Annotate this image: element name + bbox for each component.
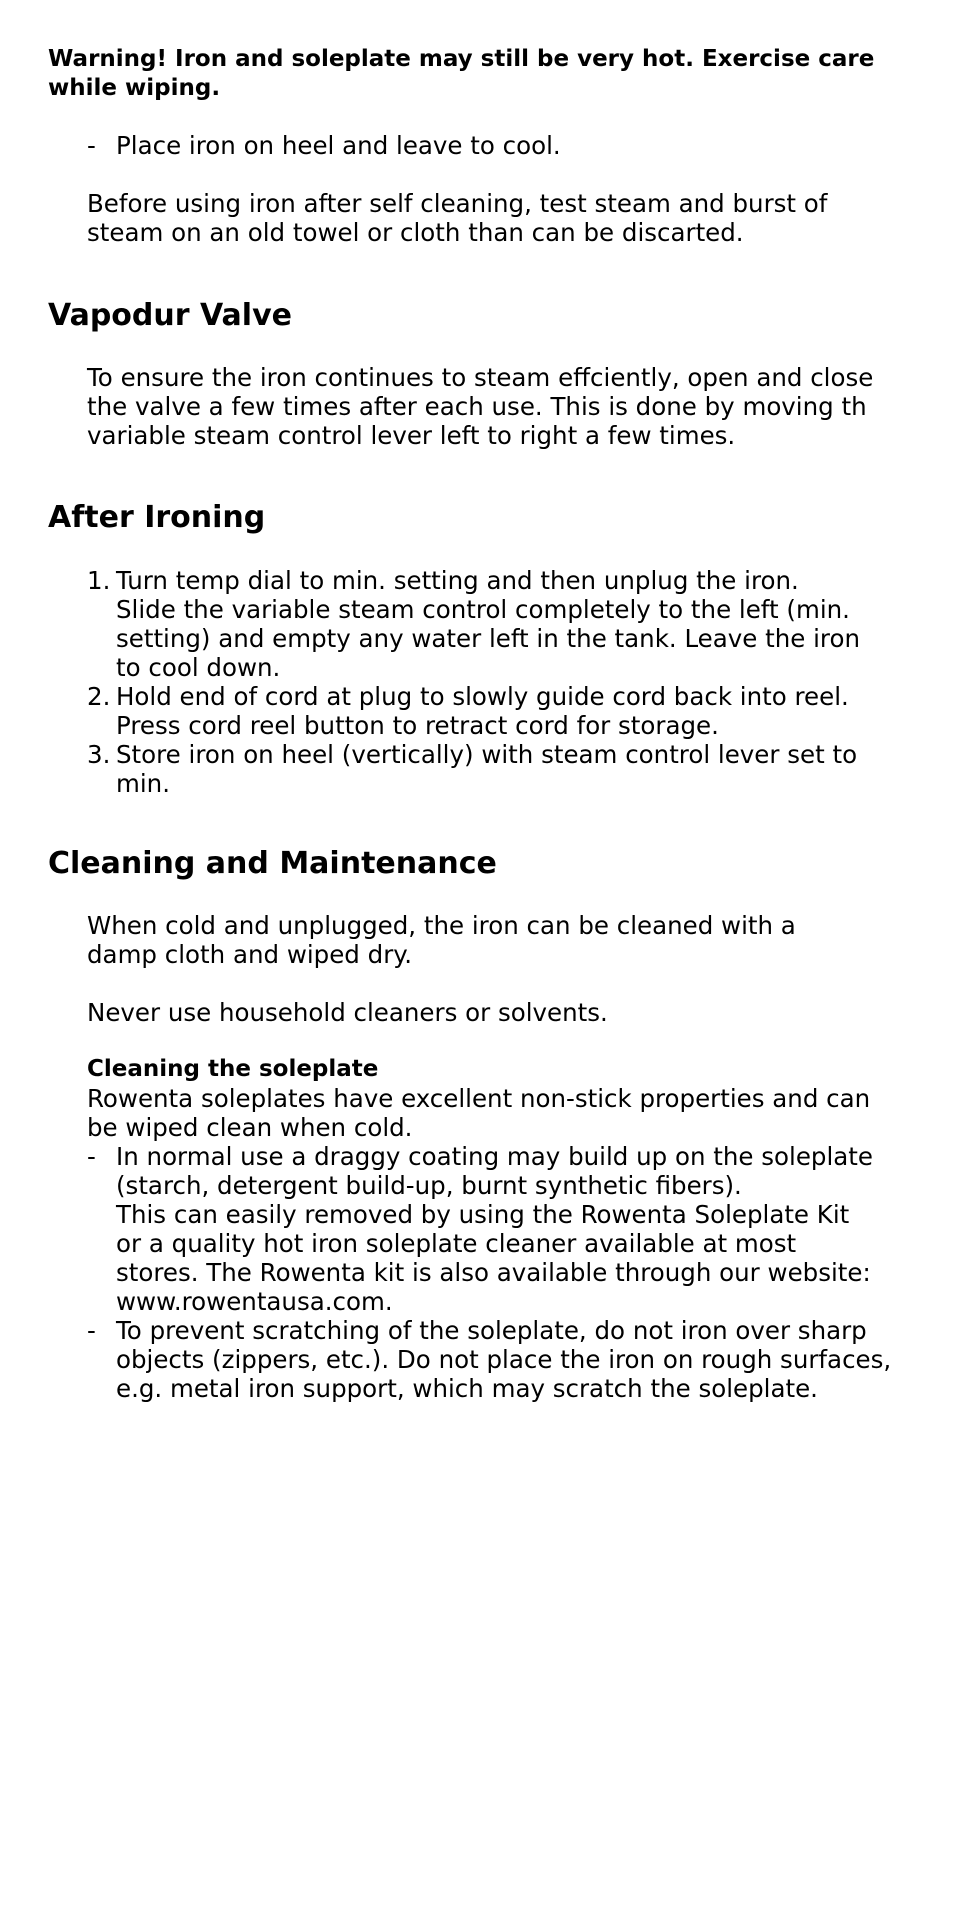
warning-line: Warning! Iron and soleplate may still be very hot. Exercise care	[48, 46, 875, 72]
soleplate-bullets	[87, 1142, 927, 1403]
cleaning-never-note	[87, 998, 927, 1027]
list-item-line: This can easily removed by using the Rowenta Soleplate Kit	[116, 1200, 850, 1229]
paragraph-line: Before using iron after self cleaning, test steam and burst of	[87, 189, 828, 218]
list-item	[87, 131, 927, 160]
list-item-line: To prevent scratching of the soleplate, do not iron over sharp	[116, 1316, 867, 1345]
dash-marker: -	[87, 131, 96, 160]
list-item-line: or a quality hot iron soleplate cleaner available at most	[116, 1229, 797, 1258]
number-marker: 1.	[87, 566, 111, 595]
list-item-line: e.g. metal iron support, which may scratch the soleplate.	[116, 1374, 818, 1403]
test-note	[87, 189, 927, 247]
paragraph-line: steam on an old towel or cloth than can be discarted.	[87, 218, 744, 247]
list-item-line: www.rowentausa.com.	[116, 1287, 393, 1316]
dash-marker: -	[87, 1142, 96, 1171]
list-item	[87, 566, 927, 682]
dash-marker: -	[87, 1316, 96, 1345]
paragraph-line: variable steam control lever left to right a few times.	[87, 421, 736, 450]
paragraph-line: Rowenta soleplates have excellent non-stick properties and can	[87, 1084, 871, 1113]
list-item-line: Hold end of cord at plug to slowly guide cord back into reel.	[116, 682, 849, 711]
warning-text	[48, 45, 928, 103]
paragraph-line: be wiped clean when cold.	[87, 1113, 413, 1142]
list-item-text: Place iron on heel and leave to cool.	[116, 131, 561, 160]
paragraph-line: the valve a few times after each use. This is done by moving th	[87, 392, 867, 421]
list-item	[87, 682, 927, 740]
list-item	[87, 740, 927, 798]
list-item-line: stores. The Rowenta kit is also available through our website:	[116, 1258, 871, 1287]
paragraph-line: When cold and unplugged, the iron can be cleaned with a	[87, 911, 796, 940]
list-item-line: min.	[116, 769, 170, 798]
section-heading-after-ironing: After Ironing	[48, 500, 266, 535]
paragraph-line: To ensure the iron continues to steam effciently, open and close	[87, 363, 874, 392]
number-marker: 2.	[87, 682, 111, 711]
list-item-line: setting) and empty any water left in the tank. Leave the iron	[116, 624, 860, 653]
cool-step	[87, 131, 927, 160]
subheading-soleplate: Cleaning the soleplate	[87, 1056, 379, 1082]
paragraph-line: damp cloth and wiped dry.	[87, 940, 413, 969]
list-item-line: (starch, detergent build-up, burnt synthetic fibers).	[116, 1171, 742, 1200]
number-marker: 3.	[87, 740, 111, 769]
paragraph-line: Never use household cleaners or solvents.	[87, 998, 608, 1027]
list-item-line: objects (zippers, etc.). Do not place the iron on rough surfaces,	[116, 1345, 892, 1374]
list-item	[87, 1142, 927, 1316]
list-item-line: Turn temp dial to min. setting and then unplug the iron.	[116, 566, 799, 595]
after-ironing-list	[87, 566, 927, 798]
list-item	[87, 1316, 927, 1403]
cleaning-intro	[87, 911, 927, 969]
warning-line: while wiping.	[48, 75, 221, 101]
list-item-line: Store iron on heel (vertically) with steam control lever set to	[116, 740, 858, 769]
list-item-line: Press cord reel button to retract cord for storage.	[116, 711, 719, 740]
soleplate-section	[87, 1055, 927, 1142]
soleplate-paragraph	[87, 1084, 927, 1142]
list-item-line: Slide the variable steam control completely to the left (min.	[116, 595, 850, 624]
list-item-line: to cool down.	[116, 653, 281, 682]
list-item-line: In normal use a draggy coating may build up on the soleplate	[116, 1142, 873, 1171]
vapodur-paragraph	[87, 363, 927, 450]
section-heading-vapodur: Vapodur Valve	[48, 298, 292, 333]
section-heading-cleaning: Cleaning and Maintenance	[48, 846, 497, 881]
